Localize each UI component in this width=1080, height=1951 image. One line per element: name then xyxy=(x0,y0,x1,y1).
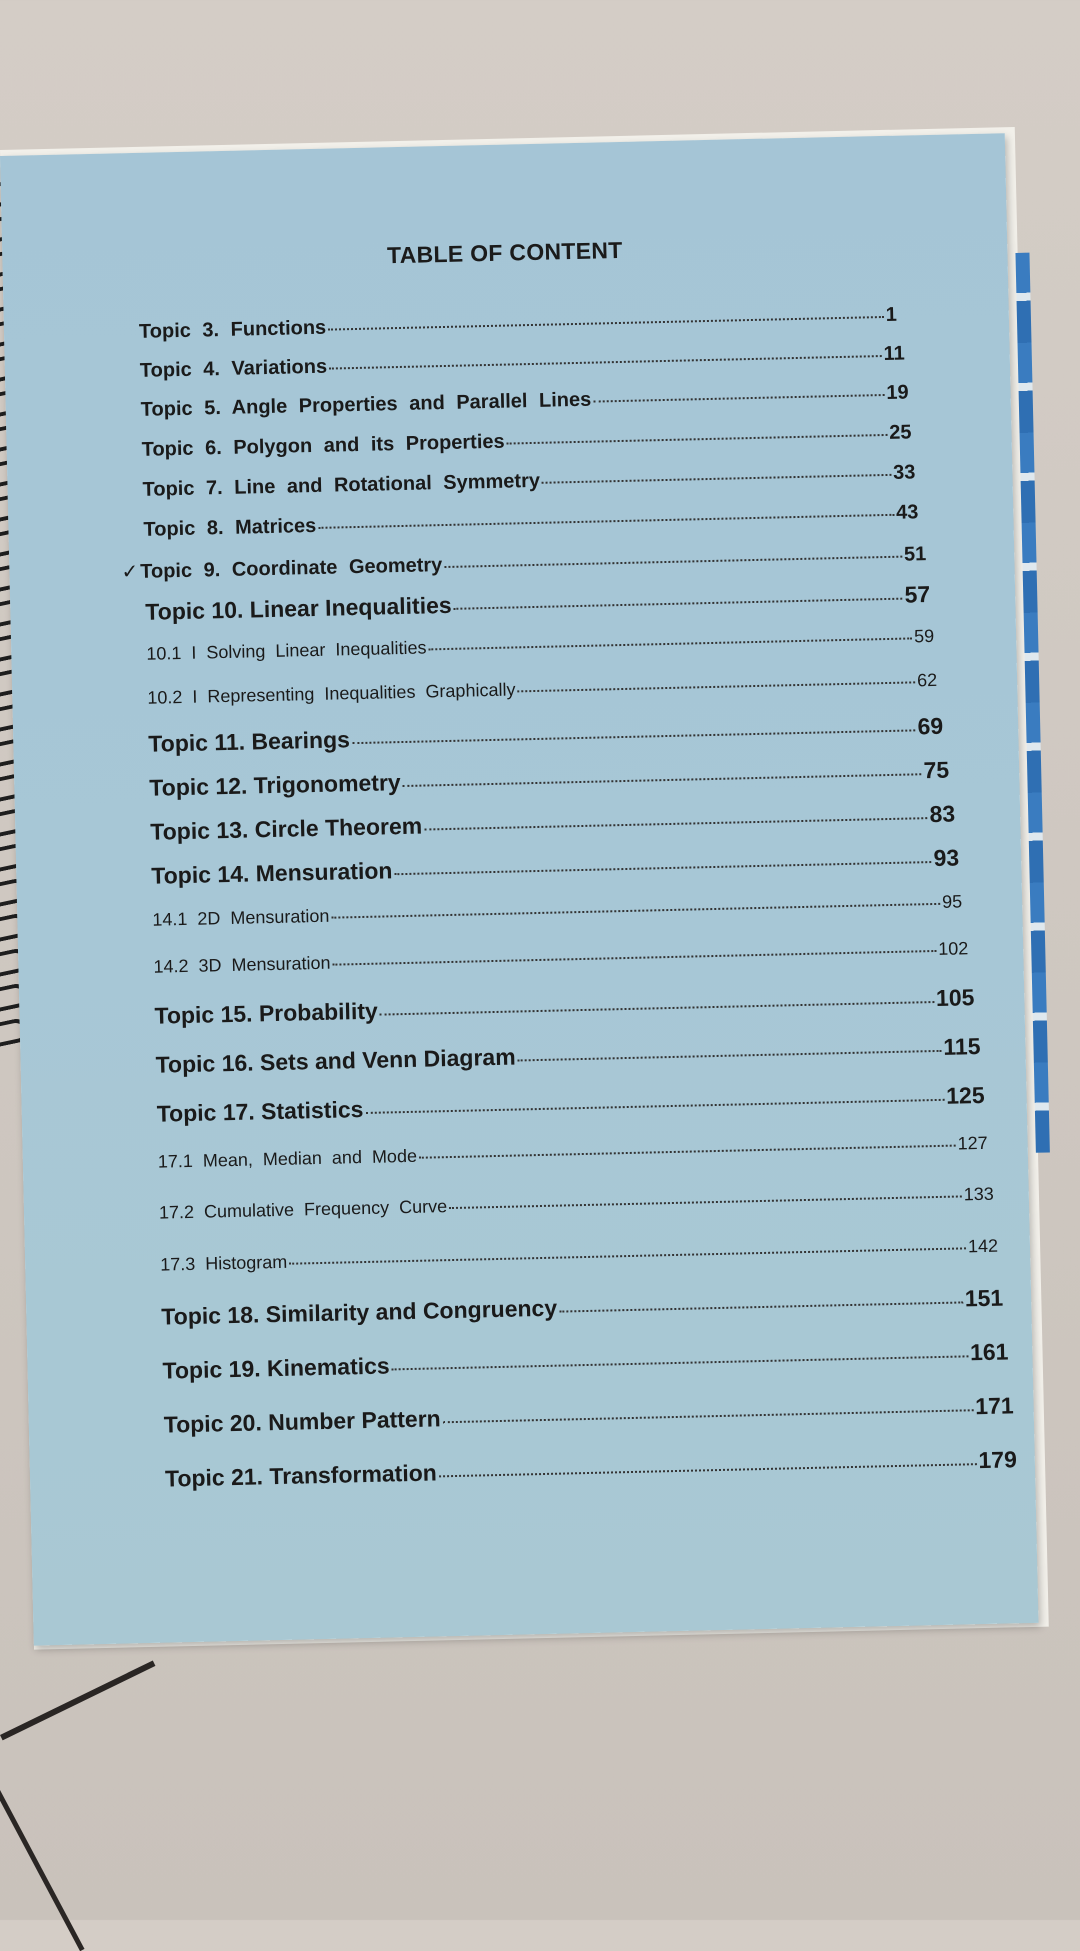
toc-entry-label: 14.1 2D Mensuration xyxy=(152,905,330,930)
toc-entry-page: 93 xyxy=(933,844,960,871)
toc-entry xyxy=(159,1184,994,1224)
toc-entry-label: Topic 20. Number Pattern xyxy=(163,1405,441,1438)
toc-entry-page: 62 xyxy=(916,669,938,691)
toc-entry-label: Topic 9. Coordinate Geometry xyxy=(139,554,443,583)
document-page xyxy=(0,133,1039,1645)
dot-leader xyxy=(507,434,888,445)
dot-leader xyxy=(392,1355,968,1370)
toc-entry-page: 59 xyxy=(913,625,935,647)
dot-leader xyxy=(428,637,912,650)
toc-entry-label: Topic 8. Matrices xyxy=(143,514,317,541)
toc-entry xyxy=(150,801,955,846)
toc-entry xyxy=(151,844,959,889)
dot-leader xyxy=(352,729,916,744)
dot-leader xyxy=(331,903,940,919)
toc-entry xyxy=(164,1392,1014,1438)
toc-entry-label: Topic 19. Kinematics xyxy=(162,1352,390,1384)
dot-leader xyxy=(559,1301,963,1312)
toc-entry xyxy=(153,938,968,977)
toc-entry-label: Topic 10. Linear Inequalities xyxy=(145,591,452,625)
dot-leader xyxy=(419,1145,956,1159)
toc-entry xyxy=(148,713,943,758)
table-of-contents xyxy=(0,133,1039,1645)
dot-leader xyxy=(517,681,915,692)
dot-leader xyxy=(329,355,882,370)
toc-entry-page: 151 xyxy=(964,1284,1004,1312)
toc-entry-label: Topic 21. Transformation xyxy=(164,1459,438,1492)
toc-entry-page: 95 xyxy=(941,891,963,912)
toc-entry xyxy=(139,304,897,344)
toc-entry xyxy=(149,757,949,802)
toc-entry-label: Topic 7. Line and Rotational Symmetry xyxy=(142,469,541,501)
toc-entry-page: 133 xyxy=(963,1183,995,1205)
toc-entry-page: 43 xyxy=(895,501,919,524)
toc-entry-label: 17.3 Histogram xyxy=(159,1251,288,1275)
toc-entry-label: Topic 12. Trigonometry xyxy=(149,769,401,801)
toc-entry-label: 17.1 Mean, Median and Mode xyxy=(157,1145,418,1172)
toc-entry-label: Topic 3. Functions xyxy=(138,316,327,343)
toc-entry-label: 17.2 Cumulative Frequency Curve xyxy=(158,1196,448,1223)
dot-leader xyxy=(394,861,931,875)
toc-entry-page: 105 xyxy=(935,984,975,1011)
toc-entry-label: 10.1 I Solving Linear Inequalities xyxy=(146,637,427,664)
floor-seam xyxy=(0,1790,85,1951)
dot-leader xyxy=(403,773,922,787)
dot-leader xyxy=(333,950,937,966)
toc-entry xyxy=(147,670,937,709)
toc-entry xyxy=(158,1133,988,1173)
dot-leader xyxy=(328,316,884,331)
toc-entry-page: 83 xyxy=(929,800,956,828)
dot-leader xyxy=(593,394,884,403)
toc-entry-page: 1 xyxy=(885,303,898,326)
toc-entry-label: 10.2 I Representing Inequalities Graphically xyxy=(147,679,516,708)
dot-leader xyxy=(542,474,891,484)
dot-leader xyxy=(518,1050,942,1062)
toc-entry-page: 25 xyxy=(889,421,912,444)
toc-entry xyxy=(121,541,926,584)
dot-leader xyxy=(380,1001,934,1016)
toc-entry-label: Topic 18. Similarity and Congruency xyxy=(161,1294,558,1330)
toc-entry-page: 115 xyxy=(943,1032,981,1060)
toc-entry xyxy=(152,891,962,930)
toc-entry xyxy=(155,1033,980,1079)
dot-leader xyxy=(424,817,927,830)
dot-leader xyxy=(318,514,894,529)
dot-leader xyxy=(449,1195,962,1209)
toc-entry-page: 127 xyxy=(957,1132,988,1154)
toc-entry-label: Topic 6. Polygon and its Properties xyxy=(141,430,505,461)
dot-leader xyxy=(439,1463,977,1477)
toc-entry-label: Topic 16. Sets and Venn Diagram xyxy=(155,1043,516,1078)
toc-entry xyxy=(142,461,915,502)
toc-entry-label: Topic 11. Bearings xyxy=(148,726,351,757)
toc-entry xyxy=(161,1285,1003,1331)
toc-entry-label: 14.2 3D Mensuration xyxy=(153,952,331,977)
toc-entry-page: 161 xyxy=(969,1338,1009,1366)
toc-entry-page: 102 xyxy=(937,938,969,959)
toc-entry-label: Topic 13. Circle Theorem xyxy=(150,812,423,845)
toc-entry-page: 69 xyxy=(917,712,944,740)
toc-entry xyxy=(141,421,911,461)
toc-entry xyxy=(140,343,905,383)
dot-leader xyxy=(454,598,903,610)
toc-entry xyxy=(156,1082,984,1128)
toc-entry xyxy=(146,626,934,665)
toc-entry xyxy=(154,984,974,1030)
dot-leader xyxy=(444,556,902,568)
toc-entry-page: 75 xyxy=(923,756,950,784)
toc-entry xyxy=(141,381,909,421)
toc-entry-page: 51 xyxy=(903,543,927,566)
floor-seam xyxy=(0,1660,155,1740)
toc-entry-page: 19 xyxy=(886,381,909,404)
toc-entry xyxy=(145,581,930,626)
page-title: TABLE OF CONTENT xyxy=(386,236,623,269)
toc-entry-label: Topic 17. Statistics xyxy=(156,1096,364,1127)
toc-entry-page: 57 xyxy=(904,581,931,608)
toc-entry-label: Topic 4. Variations xyxy=(139,355,328,382)
toc-entry xyxy=(160,1236,998,1276)
toc-entry-page: 11 xyxy=(883,342,905,366)
toc-entry-page: 142 xyxy=(967,1235,999,1257)
dot-leader xyxy=(289,1247,966,1264)
checkmark-icon: ✓ xyxy=(121,560,139,584)
dot-leader xyxy=(443,1409,974,1423)
toc-entry-page: 179 xyxy=(978,1446,1018,1474)
toc-entry-label: Topic 5. Angle Properties and Parallel Lines xyxy=(140,388,592,421)
toc-entry-page: 171 xyxy=(974,1392,1014,1420)
toc-entry-page: 125 xyxy=(945,1081,985,1109)
dot-leader xyxy=(365,1099,944,1114)
toc-entry xyxy=(143,501,918,542)
toc-entry xyxy=(165,1446,1017,1492)
toc-entry-label: Topic 15. Probability xyxy=(154,997,379,1029)
toc-entry-label: Topic 14. Mensuration xyxy=(151,857,393,889)
toc-entry xyxy=(162,1338,1008,1384)
toc-entry-page: 33 xyxy=(892,461,916,484)
